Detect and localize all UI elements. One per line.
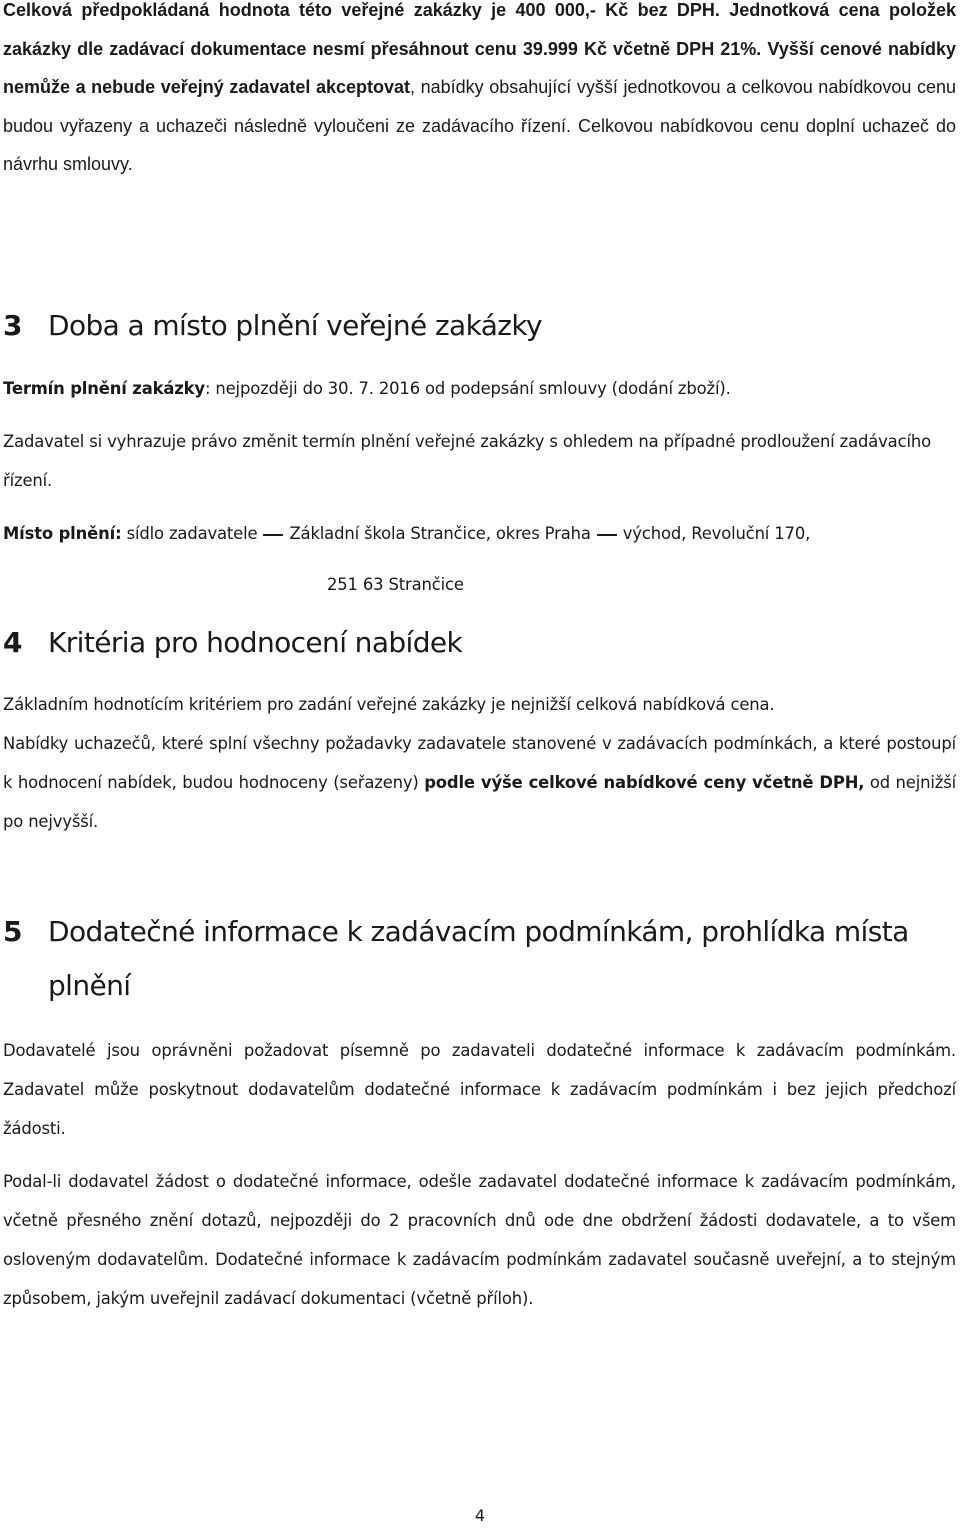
evaluation-text: Nabídky uchazečů, které splní všechny požadavky zadavatele stanovené v zadávacích podmínkách, a které postoupí k hodnocení nabídek, budou hodnoceny (seřazeny) [3, 734, 956, 792]
term-paragraph [3, 369, 956, 408]
reserve-paragraph: Zadavatel si vyhrazuje právo změnit termín plnění veřejné zakázky s ohledem na případné prodloužení zadávacího řízení. [3, 432, 931, 490]
place-part-3: východ, Revoluční 170, [622, 524, 811, 543]
request-paragraph: Podal-li dodavatel žádost o dodatečné informace, odešle zadavatel dodatečné informace k zadávacím podmínkám, včetně přesného znění dotazů, nejpozději do 2 pracovních dnů ode dne obdržení žádosti dodavatele, a to všem osloveným dodavatelům. Dodatečné informace k zadávacím podmínkám zadavatel současně uveřejní, a to stejným způsobem, jakým uveřejnil zadávací dokumentaci (včetně příloh). [3, 1172, 956, 1308]
term-label: Termín plnění zakázky [3, 379, 205, 398]
dash-divider [597, 534, 617, 536]
section-5-title-line-1: Dodatečné informace k zadávacím podmínkám, prohlídka místa [48, 915, 909, 948]
additional-info-paragraph: Dodavatelé jsou oprávněni požadovat písemně po zadavateli dodatečné informace k zadávacím podmínkám. Zadavatel může poskytnout dodavatelům dodatečné informace k zadávacím podmínkám i bez jejich předchozí žádosti. [3, 1041, 956, 1138]
intro-regular-text: , nabídky obsahující vyšší jednotkovou a celkovou nabídkovou cenu budou vyřazeny a uchazeči následně vyloučeni ze zadávacího řízení. Celkovou nabídkovou cenu doplní uchazeč do návrhu smlouvy. [3, 77, 956, 174]
section-4-heading [3, 616, 462, 670]
intro-paragraph [3, 0, 956, 184]
section-5-title-line-2: plnění [48, 969, 131, 1002]
place-part-1: sídlo zadavatele [126, 524, 258, 543]
term-text: : nejpozději do 30. 7. 2016 od podepsání smlouvy (dodání zboží). [204, 379, 731, 398]
evaluation-end-text: od nejnižší po nejvyšší. [3, 773, 956, 831]
evaluation-paragraph [3, 724, 956, 841]
place-paragraph [3, 514, 956, 553]
section-3-number: 3 [3, 309, 22, 342]
page-number: 4 [474, 1506, 486, 1525]
section-5-number: 5 [3, 915, 22, 948]
dash-divider [263, 534, 283, 536]
criteria-paragraph: Základním hodnotícím kritériem pro zadání veřejné zakázky je nejnižší celková nabídková cena. [3, 695, 775, 714]
evaluation-bold-text: podle výše celkové nabídkové ceny včetně DPH, [424, 773, 865, 792]
section-5-heading [3, 905, 909, 1013]
section-3-title: Doba a místo plnění veřejné zakázky [48, 309, 542, 342]
place-part-2: Základní škola Strančice, okres Praha [289, 524, 591, 543]
place-address-line: 251 63 Strančice [327, 575, 464, 594]
section-3-heading [3, 299, 542, 353]
section-4-title: Kritéria pro hodnocení nabídek [48, 626, 463, 659]
place-label: Místo plnění: [3, 524, 122, 543]
section-4-number: 4 [3, 626, 22, 659]
intro-bold-text: Celková předpokládaná hodnota této veřejné zakázky je 400 000,- Kč bez DPH. Jednotková cena položek zakázky dle zadávací dokumentace nesmí přesáhnout cenu 39.999 Kč včetně DPH 21%. Vyšší cenové nabídky nemůže a nebude veřejný zadavatel akceptovat [3, 0, 956, 97]
